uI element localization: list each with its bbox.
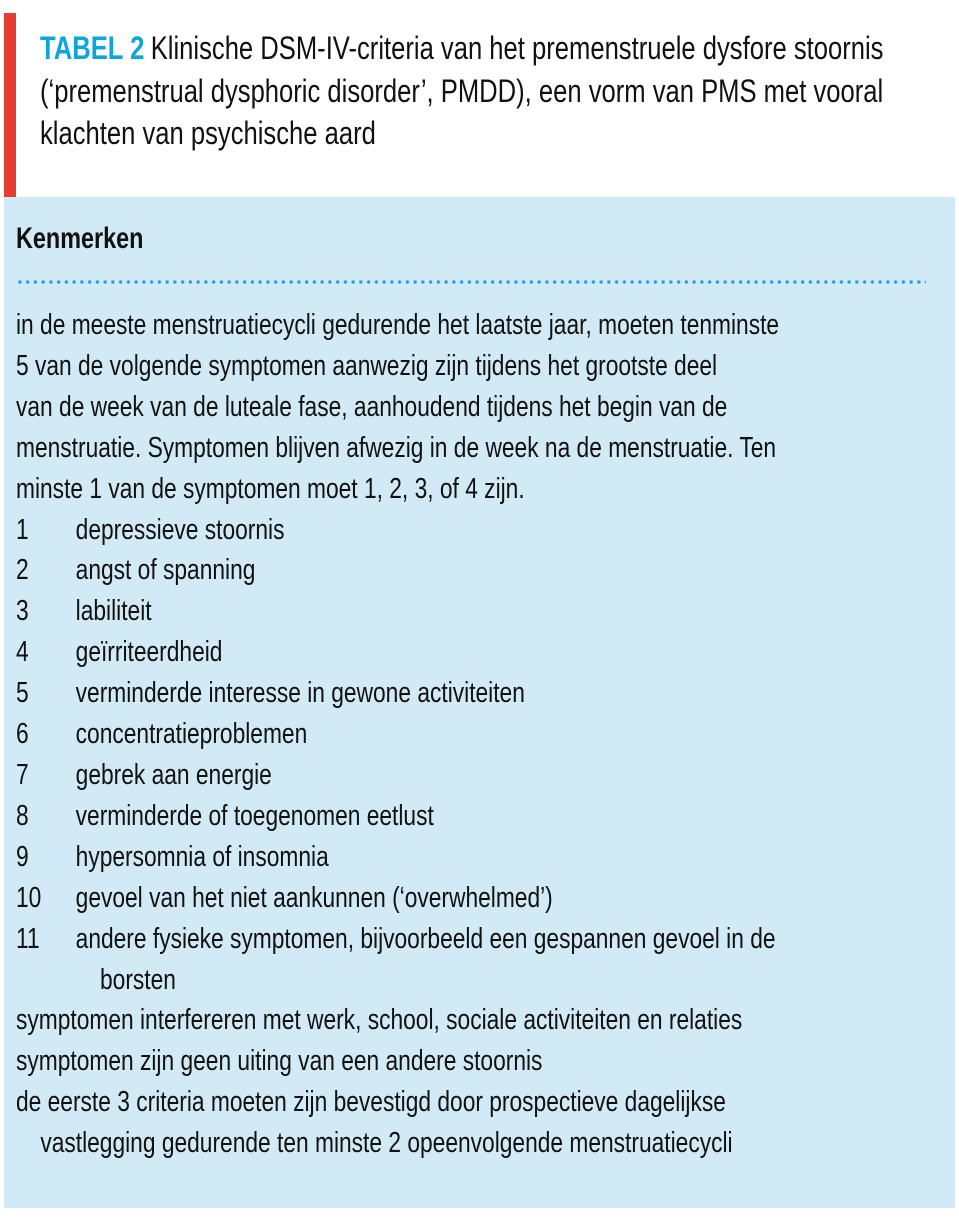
list-item xyxy=(16,510,919,551)
dotted-divider xyxy=(16,280,926,284)
list-item xyxy=(16,755,919,796)
table-label: TABEL 2 xyxy=(40,30,145,66)
item-number: 11 xyxy=(16,922,40,955)
criteria-content xyxy=(16,305,919,1164)
list-item xyxy=(16,591,919,632)
table-title: Klinische DSM-IV-criteria van het premenstruele dysfore stoornis (‘premenstrual dysphoric disorder’, PMDD), een vorm van PMS met vooral klachten van psychische aard xyxy=(40,30,884,151)
list-item xyxy=(16,837,919,878)
criterion-interference: symptomen interfereren met werk, school, sociale activiteiten en relaties xyxy=(16,1004,743,1037)
list-item xyxy=(16,550,919,591)
accent-bar xyxy=(4,13,16,197)
item-text-line: andere fysieke symptomen, bijvoorbeeld een gespannen gevoel in de xyxy=(75,922,776,955)
list-item xyxy=(16,714,919,755)
table-caption xyxy=(40,27,904,155)
list-item xyxy=(16,632,919,673)
item-text: depressieve stoornis xyxy=(75,513,285,546)
item-text: concentratieproblemen xyxy=(75,718,308,751)
symptom-list xyxy=(16,510,919,1001)
item-number: 10 xyxy=(16,881,42,914)
item-number: 3 xyxy=(16,595,29,628)
intro-paragraph: in de meeste menstruatiecycli gedurende het laatste jaar, moeten tenminste 5 van de volgende symptomen aanwezig zijn tijdens het grootste deel van de week van de luteale fase, aanhoudend tijdens het begin van de menstruatie. Symptomen blijven afwezig in de week na de menstruatie. Ten minste 1 van de symptomen moet 1, 2, 3, of 4 zijn. xyxy=(16,309,780,505)
item-text xyxy=(76,919,919,1001)
item-number: 4 xyxy=(16,636,29,669)
item-text: geïrriteerdheid xyxy=(75,636,223,669)
item-number: 1 xyxy=(16,513,29,546)
item-text: gebrek aan energie xyxy=(75,758,272,791)
list-item xyxy=(16,919,919,1001)
item-number: 9 xyxy=(16,840,29,873)
column-heading: Kenmerken xyxy=(16,222,144,255)
criterion-no-other-disorder: symptomen zijn geen uiting van een andere stoornis xyxy=(16,1045,543,1078)
item-text: angst of spanning xyxy=(75,554,256,587)
item-text: verminderde of toegenomen eetlust xyxy=(75,799,434,832)
item-number: 2 xyxy=(16,554,29,587)
item-text: verminderde interesse in gewone activiteiten xyxy=(75,677,525,710)
criterion-prospective-recording xyxy=(16,1082,919,1164)
criteria-box xyxy=(4,197,955,1208)
criterion-line: de eerste 3 criteria moeten zijn bevestigd door prospectieve dagelijkse xyxy=(16,1086,726,1119)
item-text-continuation: borsten xyxy=(99,963,176,996)
list-item xyxy=(16,878,919,919)
item-number: 7 xyxy=(16,758,29,791)
item-number: 5 xyxy=(16,677,29,710)
criterion-continuation: vastlegging gedurende ten minste 2 opeenvolgende menstruatiecycli xyxy=(40,1127,733,1160)
list-item xyxy=(16,673,919,714)
item-number: 6 xyxy=(16,718,29,751)
item-text: hypersomnia of insomnia xyxy=(75,840,329,873)
list-item xyxy=(16,796,919,837)
item-text: labiliteit xyxy=(75,595,152,628)
item-text: gevoel van het niet aankunnen (‘overwhelmed’) xyxy=(75,881,553,914)
item-number: 8 xyxy=(16,799,29,832)
